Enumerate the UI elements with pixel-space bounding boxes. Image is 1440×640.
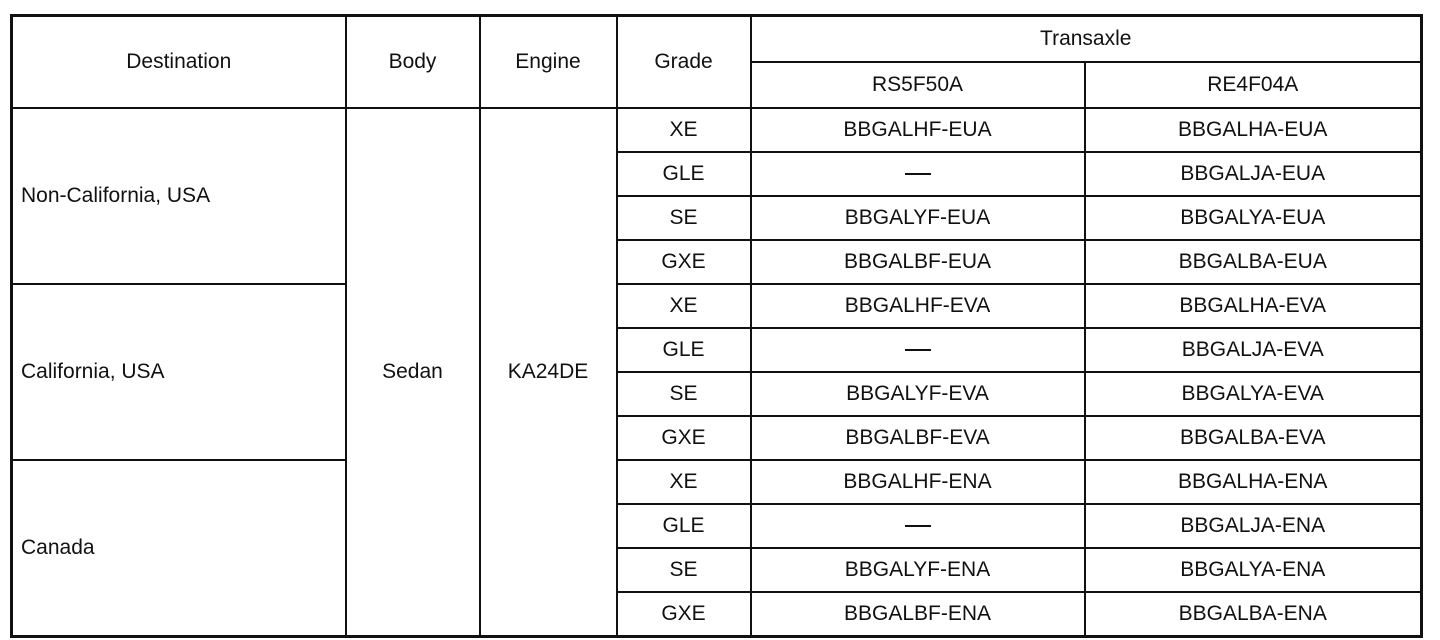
model-code-rs5f50a-cell: BBGALYF-ENA bbox=[751, 548, 1085, 592]
grade-cell: XE bbox=[617, 108, 751, 152]
model-code-rs5f50a-cell: BBGALYF-EVA bbox=[751, 372, 1085, 416]
model-code-rs5f50a-cell bbox=[751, 504, 1085, 548]
destination-cell: Canada bbox=[12, 460, 346, 637]
model-code-re4f04a-cell: BBGALJA-EVA bbox=[1085, 328, 1422, 372]
model-code-re4f04a-cell: BBGALYA-ENA bbox=[1085, 548, 1422, 592]
engine-cell: KA24DE bbox=[480, 108, 617, 637]
grade-cell: SE bbox=[617, 548, 751, 592]
table-row bbox=[12, 284, 1422, 328]
header-transaxle-rs5f50a: RS5F50A bbox=[751, 62, 1085, 108]
destination-cell: Non-California, USA bbox=[12, 108, 346, 284]
header-transaxle-re4f04a: RE4F04A bbox=[1085, 62, 1422, 108]
model-code-rs5f50a-cell bbox=[751, 328, 1085, 372]
not-available-dash bbox=[905, 173, 931, 175]
header-engine: Engine bbox=[480, 16, 617, 109]
model-code-rs5f50a-cell: BBGALBF-ENA bbox=[751, 592, 1085, 637]
model-code-re4f04a-cell: BBGALBA-EUA bbox=[1085, 240, 1422, 284]
model-code-re4f04a-cell: BBGALJA-EUA bbox=[1085, 152, 1422, 196]
model-code-rs5f50a-cell: BBGALHF-EUA bbox=[751, 108, 1085, 152]
table-row bbox=[12, 108, 1422, 152]
model-code-table-frame bbox=[10, 14, 1420, 629]
model-code-rs5f50a-cell: BBGALHF-ENA bbox=[751, 460, 1085, 504]
model-code-re4f04a-cell: BBGALBA-EVA bbox=[1085, 416, 1422, 460]
model-code-table bbox=[10, 14, 1423, 638]
header-destination: Destination bbox=[12, 16, 346, 109]
model-code-re4f04a-cell: BBGALJA-ENA bbox=[1085, 504, 1422, 548]
model-code-re4f04a-cell: BBGALYA-EUA bbox=[1085, 196, 1422, 240]
grade-cell: GLE bbox=[617, 328, 751, 372]
model-code-re4f04a-cell: BBGALHA-ENA bbox=[1085, 460, 1422, 504]
model-code-rs5f50a-cell: BBGALBF-EVA bbox=[751, 416, 1085, 460]
header-grade: Grade bbox=[617, 16, 751, 109]
grade-cell: SE bbox=[617, 372, 751, 416]
grade-cell: GXE bbox=[617, 416, 751, 460]
not-available-dash bbox=[905, 525, 931, 527]
not-available-dash bbox=[905, 349, 931, 351]
body-type-cell: Sedan bbox=[346, 108, 480, 637]
model-code-re4f04a-cell: BBGALHA-EUA bbox=[1085, 108, 1422, 152]
grade-cell: GLE bbox=[617, 152, 751, 196]
grade-cell: XE bbox=[617, 284, 751, 328]
model-code-rs5f50a-cell: BBGALHF-EVA bbox=[751, 284, 1085, 328]
grade-cell: XE bbox=[617, 460, 751, 504]
table-row bbox=[12, 460, 1422, 504]
grade-cell: GXE bbox=[617, 592, 751, 637]
grade-cell: SE bbox=[617, 196, 751, 240]
grade-cell: GLE bbox=[617, 504, 751, 548]
model-code-rs5f50a-cell bbox=[751, 152, 1085, 196]
grade-cell: GXE bbox=[617, 240, 751, 284]
model-code-rs5f50a-cell: BBGALBF-EUA bbox=[751, 240, 1085, 284]
destination-cell: California, USA bbox=[12, 284, 346, 460]
header-transaxle: Transaxle bbox=[751, 16, 1422, 63]
model-code-re4f04a-cell: BBGALHA-EVA bbox=[1085, 284, 1422, 328]
model-code-rs5f50a-cell: BBGALYF-EUA bbox=[751, 196, 1085, 240]
header-body: Body bbox=[346, 16, 480, 109]
model-code-re4f04a-cell: BBGALBA-ENA bbox=[1085, 592, 1422, 637]
model-code-re4f04a-cell: BBGALYA-EVA bbox=[1085, 372, 1422, 416]
table-body bbox=[12, 108, 1422, 637]
